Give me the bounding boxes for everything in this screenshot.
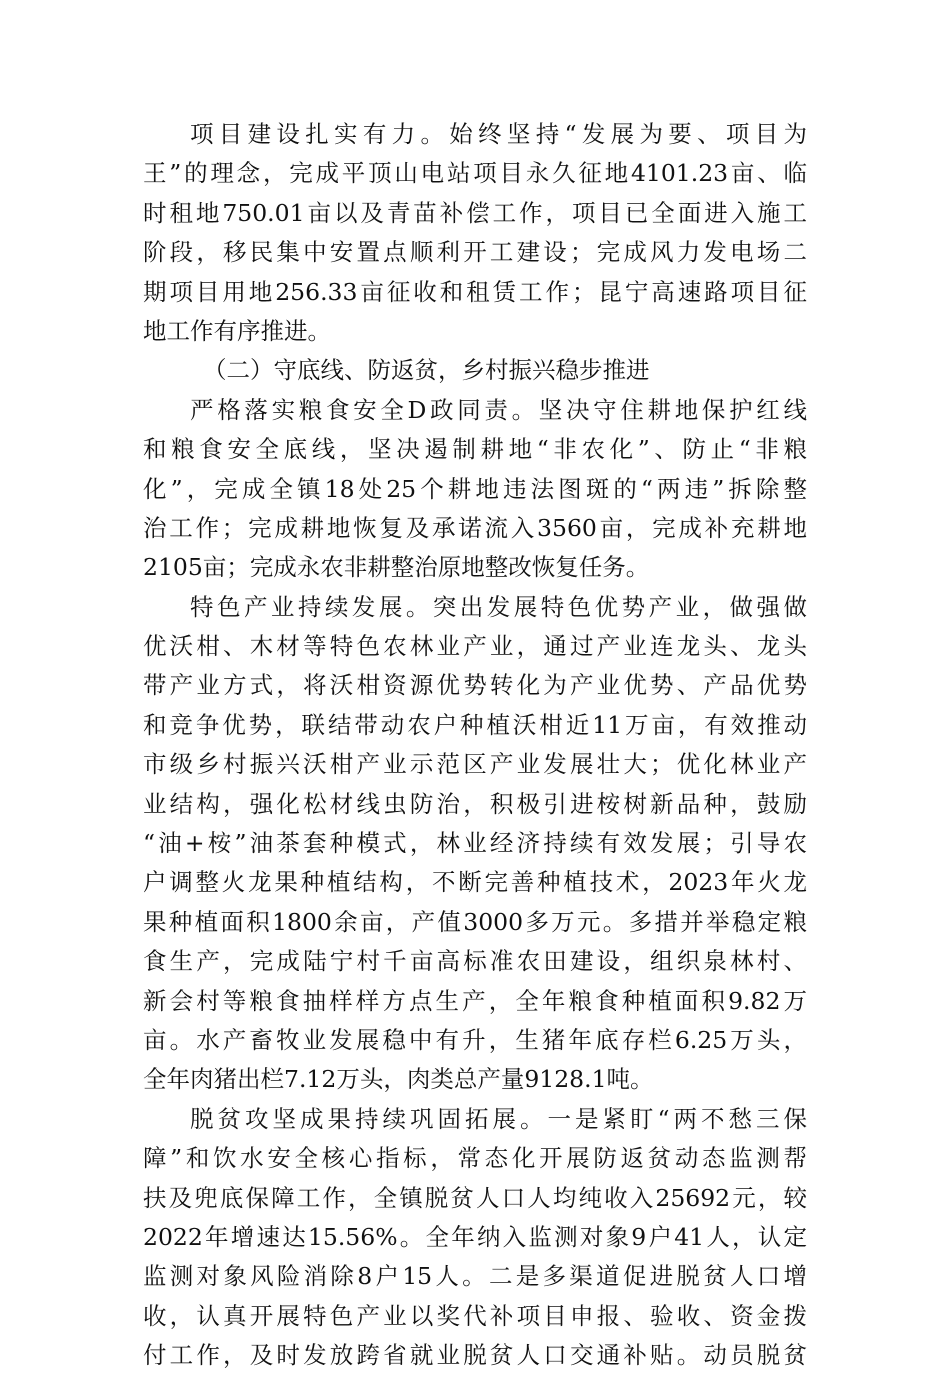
text-line: 带产业方式，将沃柑资源优势转化为产业优势、产品优势 xyxy=(143,671,807,700)
text-line: 户调整火龙果种植结构，不断完善种植技术，2023年火龙 xyxy=(143,868,807,897)
text-line: 全年肉猪出栏7.12万头，肉类总产量9128.1吨。 xyxy=(143,1065,654,1094)
document-body xyxy=(143,115,807,1376)
text-line: 期项目用地256.33亩征收和租赁工作；昆宁高速路项目征 xyxy=(143,277,807,306)
text-line: 和竞争优势，联结带动农户种植沃柑近11万亩，有效推动 xyxy=(143,710,807,739)
text-line: 2105亩；完成永农非耕整治原地整改恢复任务。 xyxy=(143,553,650,582)
text-line: 地工作有序推进。 xyxy=(143,316,331,345)
text-line: 优沃柑、木材等特色农林业产业，通过产业连龙头、龙头 xyxy=(143,632,807,661)
text-line: 治工作；完成耕地恢复及承诺流入3560亩，完成补充耕地 xyxy=(143,513,807,542)
text-line: 和粮食安全底线，坚决遏制耕地“非农化”、防止“非粮 xyxy=(143,435,807,464)
section-heading: （二）守底线、防返贫，乡村振兴稳步推进 xyxy=(203,356,650,385)
text-line: 项目建设扎实有力。始终坚持“发展为要、项目为 xyxy=(190,120,807,148)
text-line: 新会村等粮食抽样样方点生产，全年粮食种植面积9.82万 xyxy=(143,986,807,1015)
text-line: 业结构，强化松材线虫防治，积极引进桉树新品种，鼓励 xyxy=(143,789,807,818)
text-line: 扶及兜底保障工作，全镇脱贫人口人均纯收入25692元，较 xyxy=(143,1183,807,1212)
text-line: 市级乡村振兴沃柑产业示范区产业发展壮大；优化林业产 xyxy=(143,750,807,779)
text-line: 严格落实粮食安全D政同责。坚决守住耕地保护红线 xyxy=(190,395,807,424)
text-line: 2022年增速达15.56%。全年纳入监测对象9户41人，认定 xyxy=(143,1222,807,1251)
text-line: 王”的理念，完成平顶山电站项目永久征地4101.23亩、临 xyxy=(143,159,807,188)
text-line: 阶段，移民集中安置点顺利开工建设；完成风力发电场二 xyxy=(143,238,807,267)
text-line: 食生产，完成陆宁村千亩高标准农田建设，组织泉林村、 xyxy=(143,947,807,976)
text-line: 脱贫攻坚成果持续巩固拓展。一是紧盯“两不愁三保 xyxy=(190,1104,807,1133)
text-line: 收，认真开展特色产业以奖代补项目申报、验收、资金拨 xyxy=(143,1301,807,1330)
text-line: 障”和饮水安全核心指标，常态化开展防返贫动态监测帮 xyxy=(143,1144,807,1173)
text-line: 监测对象风险消除8户15人。二是多渠道促进脱贫人口增 xyxy=(143,1262,807,1291)
text-line: 特色产业持续发展。突出发展特色优势产业，做强做 xyxy=(190,592,807,621)
text-line: 付工作，及时发放跨省就业脱贫人口交通补贴。动员脱贫 xyxy=(143,1341,807,1370)
text-line: 亩。水产畜牧业发展稳中有升，生猪年底存栏6.25万头， xyxy=(143,1025,807,1054)
text-line: 化”，完成全镇18处25个耕地违法图斑的“两违”拆除整 xyxy=(143,474,807,503)
text-line: 果种植面积1800余亩，产值3000多万元。多措并举稳定粮 xyxy=(143,907,807,936)
text-line: 时租地750.01亩以及青苗补偿工作，项目已全面进入施工 xyxy=(143,198,807,227)
text-line: “油+桉”油茶套种模式，林业经济持续有效发展；引导农 xyxy=(143,829,807,858)
